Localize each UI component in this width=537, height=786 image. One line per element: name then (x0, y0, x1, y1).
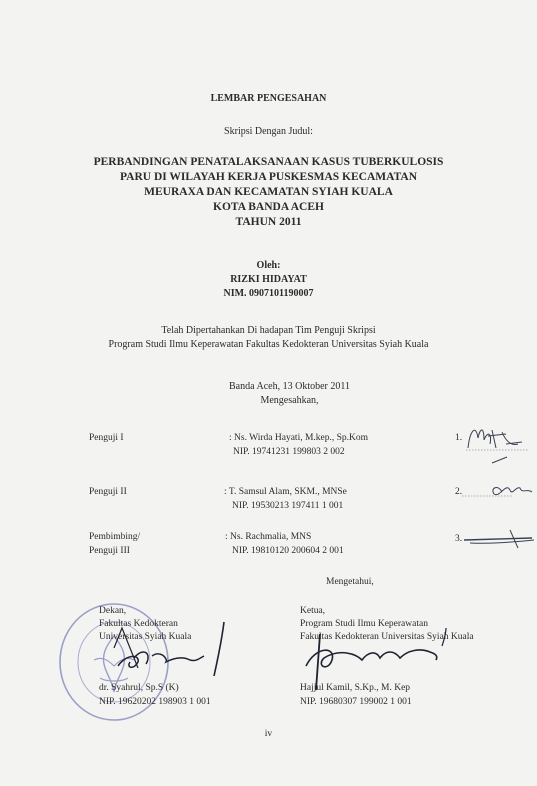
title-line: PARU DI WILAYAH KERJA PUSKESMAS KECAMATAN (119, 171, 418, 183)
title-line: KOTA BANDA ACEH (213, 201, 324, 213)
defense-line: Telah Dipertahankan Di hadapan Tim Penguji Skripsi (161, 325, 376, 336)
acknowledged-label: Mengetahui, (326, 577, 374, 587)
signature-number: 2. (455, 487, 463, 497)
examiner-name: : Ns. Rachmalia, MNS (225, 532, 312, 542)
author-label: Oleh: (256, 260, 281, 271)
signature-number: 1. (455, 433, 463, 443)
author-nim: NIM. 0907101190007 (223, 288, 314, 299)
examiner-name: : Ns. Wirda Hayati, M.kep., Sp.Kom (229, 433, 369, 443)
dean-nip: NIP. 19620202 198903 1 001 (99, 697, 211, 707)
examiner-role: Pembimbing/ (89, 532, 141, 542)
dean-signature (104, 618, 234, 688)
signature-1 (462, 420, 532, 460)
signature-number: 3. (455, 534, 463, 544)
head-title: Ketua, (300, 606, 326, 616)
date-block (0, 380, 537, 408)
dean-name: dr. Syahrul, Sp.S (K) (99, 683, 179, 693)
examiner-role: Penguji I (89, 433, 124, 443)
thesis-title (0, 155, 537, 230)
head-faculty: Fakultas Kedokteran Universitas Syiah Kuala (300, 632, 474, 642)
signature-tick (490, 455, 510, 465)
subheading: Skripsi Dengan Judul: (224, 126, 313, 137)
examiner-name: : T. Samsul Alam, SKM., MNSe (224, 487, 347, 497)
dean-title: Dekan, (99, 606, 127, 616)
title-line: TAHUN 2011 (235, 216, 302, 228)
page-heading: LEMBAR PENGESAHAN (210, 93, 327, 104)
examiner-nip: NIP. 19741231 199803 2 002 (233, 447, 345, 457)
signature-2 (460, 476, 536, 506)
examiner-role: Penguji II (89, 487, 127, 497)
page-number: iv (264, 729, 273, 739)
place-date: Banda Aceh, 13 Oktober 2011 (229, 381, 350, 392)
ratified-label: Mengesahkan, (260, 395, 319, 406)
author-block (0, 259, 537, 301)
defense-statement (0, 324, 537, 352)
examiner-nip: NIP. 19530213 197411 1 001 (232, 501, 344, 511)
examiner-role-line2: Penguji III (89, 546, 130, 556)
defense-line: Program Studi Ilmu Keperawatan Fakultas Kedokteran Universitas Syiah Kuala (108, 339, 429, 350)
examiner-nip: NIP. 19810120 200604 2 001 (232, 546, 344, 556)
title-line: PERBANDINGAN PENATALAKSANAAN KASUS TUBERKULOSIS (93, 156, 444, 168)
dean-faculty: Fakultas Kedokteran (99, 619, 178, 629)
title-line: MEURAXA DAN KECAMATAN SYIAH KUALA (144, 186, 393, 198)
author-name: RIZKI HIDAYAT (230, 274, 307, 285)
dean-university: Universitas Syiah Kuala (99, 632, 192, 642)
signature-3 (462, 526, 536, 552)
head-nip: NIP. 19680307 199002 1 001 (300, 697, 412, 707)
head-program: Program Studi Ilmu Keperawatan (300, 619, 428, 629)
head-name: Hajjul Kamil, S.Kp., M. Kep (300, 683, 411, 693)
